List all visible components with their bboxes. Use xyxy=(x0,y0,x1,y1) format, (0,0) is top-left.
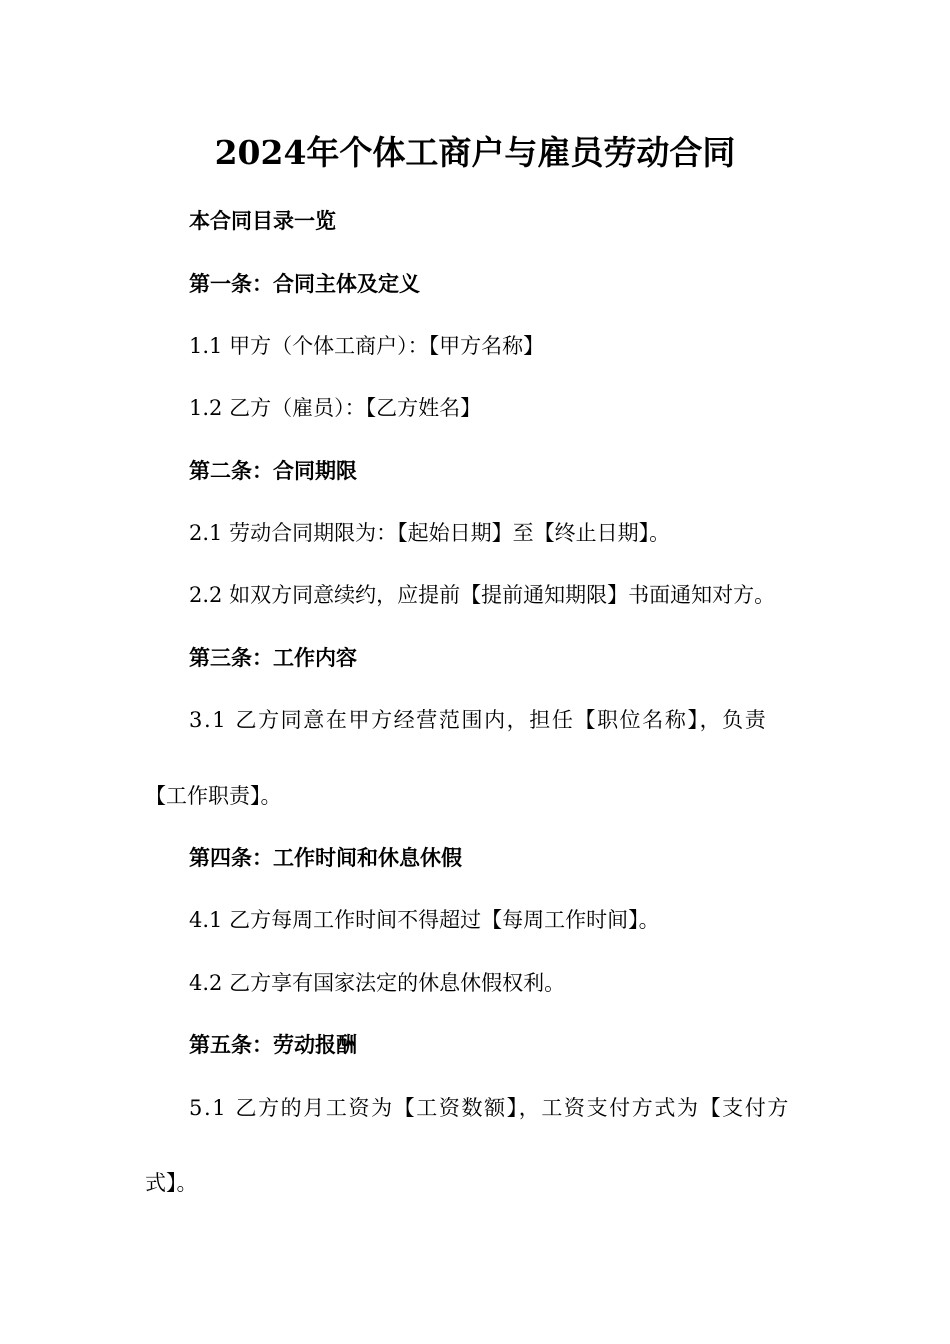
article-1-heading: 第一条：合同主体及定义 xyxy=(189,272,420,296)
clause-2-2: 2.2 如双方同意续约，应提前【提前通知期限】书面通知对方。 xyxy=(189,583,776,607)
clause-5-1-continued: 式】。 xyxy=(145,1171,198,1195)
article-2-heading: 第二条：合同期限 xyxy=(189,459,357,483)
clause-2-1: 2.1 劳动合同期限为：【起始日期】至【终止日期】。 xyxy=(189,521,671,545)
document-title: 2024年个体工商户与雇员劳动合同 xyxy=(214,133,736,172)
clause-4-1: 4.1 乙方每周工作时间不得超过【每周工作时间】。 xyxy=(189,908,660,932)
article-5-heading: 第五条：劳动报酬 xyxy=(189,1033,357,1057)
clause-4-2: 4.2 乙方享有国家法定的休息休假权利。 xyxy=(189,971,566,995)
clause-1-2: 1.2 乙方（雇员）：【乙方姓名】 xyxy=(189,396,482,420)
contents-heading: 本合同目录一览 xyxy=(189,209,336,233)
clause-3-1-continued: 【工作职责】。 xyxy=(145,784,282,808)
clause-3-1: 3.1 乙方同意在甲方经营范围内，担任【职位名称】，负责 xyxy=(189,708,768,732)
clause-1-1: 1.1 甲方（个体工商户）：【甲方名称】 xyxy=(189,334,545,358)
article-3-heading: 第三条：工作内容 xyxy=(189,646,357,670)
article-4-heading: 第四条：工作时间和休息休假 xyxy=(189,846,462,870)
clause-5-1: 5.1 乙方的月工资为【工资数额】，工资支付方式为【支付方 xyxy=(189,1096,790,1120)
